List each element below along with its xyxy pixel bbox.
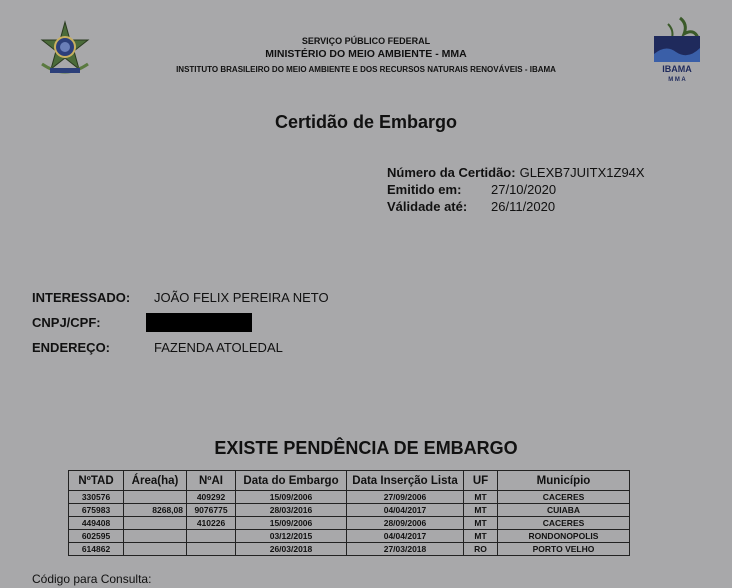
certificate-validity-label: Válidade até: (387, 199, 468, 214)
cell-nai: 410226 (187, 517, 236, 530)
certificate-number-value: GLEXB7JUITX1Z94X (519, 165, 645, 180)
table-row (69, 543, 630, 556)
endereco-row (32, 340, 283, 355)
certificate-validity (387, 199, 556, 214)
cell-nai (187, 530, 236, 543)
interessado-value: JOÃO FELIX PEREIRA NETO (154, 290, 329, 305)
cell-ntad: 675983 (69, 504, 124, 517)
table-row (69, 530, 630, 543)
certificate-validity-value: 26/11/2020 (491, 199, 556, 214)
cell-municipio: CACERES (498, 517, 630, 530)
cell-municipio: CUIABA (498, 504, 630, 517)
table-row (69, 517, 630, 530)
cell-ntad: 449408 (69, 517, 124, 530)
table-row (69, 491, 630, 504)
pendency-title: EXISTE PENDÊNCIA DE EMBARGO (214, 438, 518, 458)
interessado-row (32, 290, 329, 305)
cell-nai: 9076775 (187, 504, 236, 517)
cell-area: 8268,08 (124, 504, 187, 517)
codigo-consulta-label: Código para Consulta: (32, 572, 152, 586)
col-header-ntad: NºTAD (69, 471, 124, 491)
certificate-issued-value: 27/10/2020 (491, 182, 557, 197)
cell-municipio: PORTO VELHO (498, 543, 630, 556)
cell-uf: MT (464, 530, 498, 543)
col-header-municipio: Município (498, 471, 630, 491)
cell-area (124, 530, 187, 543)
cell-nai: 409292 (187, 491, 236, 504)
cell-data-insercao: 04/04/2017 (347, 530, 464, 543)
col-header-data-embargo: Data do Embargo (236, 471, 347, 491)
cnpj-label: CNPJ/CPF: (32, 315, 101, 330)
cell-ntad: 602595 (69, 530, 124, 543)
cell-data-embargo: 15/09/2006 (236, 517, 347, 530)
cell-uf: MT (464, 491, 498, 504)
ibama-logo-text: IBAMA (662, 64, 692, 74)
header-line-1: SERVIÇO PÚBLICO FEDERAL (301, 36, 431, 46)
cell-ntad: 614862 (69, 543, 124, 556)
cnpj-redaction (146, 313, 252, 332)
document-title: Certidão de Embargo (274, 112, 458, 132)
cell-data-embargo: 15/09/2006 (236, 491, 347, 504)
cell-municipio: CACERES (498, 491, 630, 504)
cell-data-embargo: 26/03/2018 (236, 543, 347, 556)
cell-uf: RO (464, 543, 498, 556)
header-line-2: MINISTÉRIO DO MEIO AMBIENTE - MMA (265, 48, 467, 60)
cell-uf: MT (464, 517, 498, 530)
embargo-table (68, 470, 630, 556)
cell-area (124, 517, 187, 530)
cell-data-embargo: 03/12/2015 (236, 530, 347, 543)
header-line-3: INSTITUTO BRASILEIRO DO MEIO AMBIENTE E DOS RECURSOS NATURAIS RENOVÁVEIS - IBAMA (176, 65, 556, 74)
cell-area (124, 543, 187, 556)
ibama-logo-subtext: M M A (668, 77, 686, 83)
certificate-issued-label: Emitido em: (387, 182, 462, 197)
certificate-number-label: Número da Certidão: (387, 165, 516, 180)
cell-area (124, 491, 187, 504)
col-header-data-insercao: Data Inserção Lista (347, 471, 464, 491)
cell-data-insercao: 04/04/2017 (347, 504, 464, 517)
cell-data-insercao: 27/03/2018 (347, 543, 464, 556)
cnpj-row (32, 315, 154, 330)
cell-data-insercao: 28/09/2006 (347, 517, 464, 530)
cell-ntad: 330576 (69, 491, 124, 504)
certificate-number (387, 165, 645, 180)
col-header-uf: UF (464, 471, 498, 491)
endereco-label: ENDEREÇO: (32, 340, 111, 355)
table-header-row (69, 471, 630, 491)
table-row (69, 504, 630, 517)
certificate-issued (387, 182, 557, 197)
cell-data-insercao: 27/09/2006 (347, 491, 464, 504)
cell-uf: MT (464, 504, 498, 517)
interessado-label: INTERESSADO: (32, 290, 131, 305)
cell-data-embargo: 28/03/2016 (236, 504, 347, 517)
cell-municipio: RONDONOPOLIS (498, 530, 630, 543)
col-header-area: Área(ha) (124, 471, 187, 491)
col-header-nai: NºAI (187, 471, 236, 491)
cell-nai (187, 543, 236, 556)
endereco-value: FAZENDA ATOLEDAL (154, 340, 283, 355)
